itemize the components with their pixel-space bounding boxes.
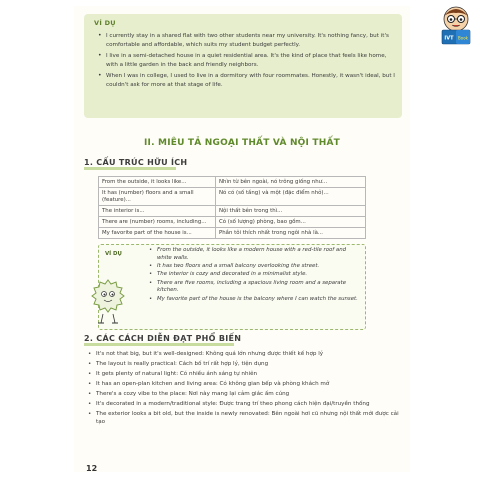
- heading-common-expressions: 2. CÁC CÁCH DIỄN ĐẠT PHỔ BIẾN: [84, 334, 241, 343]
- table-row: From the outside, it looks like... Nhìn từ bên ngoài, nó trông giống như...: [99, 177, 366, 188]
- example-box-structures: [98, 244, 366, 330]
- table-row: The interior is... Nội thất bên trong thì...: [99, 206, 366, 217]
- list-item: • From the outside, it looks like a modern house with a red-tile roof and white walls.: [149, 247, 347, 261]
- list-item: • It gets plenty of natural light: Có nhiều ánh sáng tự nhiên: [88, 371, 258, 377]
- example-list: [98, 32, 396, 93]
- expressions-list: [88, 350, 406, 428]
- example-tag: VÍ DỤ: [94, 19, 116, 27]
- page-number: 12: [86, 464, 98, 473]
- section-title: II. MIÊU TẢ NGOẠI THẤT VÀ NỘI THẤT: [143, 138, 340, 148]
- list-item: • It has an open-plan kitchen and living area: Có không gian bếp và phòng khách mở: [88, 381, 330, 387]
- structures-table: [98, 176, 366, 239]
- example-list: [149, 247, 361, 304]
- list-item: • I live in a semi-detached house in a quiet residential area. It's the kind of place that feels like home, with a little garden in the back and friendly neighbors.: [98, 52, 387, 68]
- list-item: • There's a cozy vibe to the place: Nơi này mang lại cảm giác ấm cúng: [88, 391, 290, 397]
- list-item: • It's decorated in a modern/traditional style: Được trang trí theo phong cách hiện đại/truyền thống: [88, 401, 370, 407]
- book-page: [74, 6, 410, 472]
- mascot-icon: [88, 276, 128, 326]
- example-tag: VÍ DỤ: [105, 251, 122, 257]
- list-item: • It's not that big, but it's well-designed: Không quá lớn nhưng được thiết kế hợp lý: [88, 351, 324, 357]
- list-item: • When I was in college, I used to live in a dormitory with four roommates. Honestly, it wasn't ideal, but I couldn't ask for more at that stage of life.: [98, 72, 395, 88]
- list-item: • The exterior looks a bit old, but the inside is newly renovated: Bên ngoài hơi cũ nhưng nội thất mới được cải tạo: [88, 411, 399, 426]
- list-item: • The interior is cozy and decorated in a minimalist style.: [149, 271, 308, 278]
- example-box-top: [84, 14, 402, 118]
- list-item: • My favorite part of the house is the balcony where I can watch the sunset.: [149, 295, 358, 302]
- list-item: • It has two floors and a small balcony overlooking the street.: [149, 262, 320, 269]
- list-item: • I currently stay in a shared flat with two other students near my university. It's nothing fancy, but it's comfortable and affordable, which suits my student budget perfectly.: [98, 32, 389, 48]
- table-row: It has (number) floors and a small (feature)... Nó có (số tầng) và một (đặc điểm nhỏ)...: [99, 188, 366, 206]
- svg-text:Book: Book: [458, 35, 468, 41]
- list-item: • The layout is really practical: Cách bố trí rất hợp lý, tiện dụng: [88, 361, 269, 367]
- svg-text:IVT: IVT: [444, 35, 454, 42]
- heading-useful-structures: 1. CẤU TRÚC HỮU ÍCH: [84, 158, 187, 167]
- list-item: • There are five rooms, including a spacious living room and a separate kitchen.: [149, 279, 347, 294]
- book-mascot-logo-icon: [436, 4, 476, 48]
- table-row: There are (number) rooms, including... Có (số lượng) phòng, bao gồm...: [99, 217, 366, 228]
- table-row: My favorite part of the house is... Phần tôi thích nhất trong ngôi nhà là...: [99, 228, 366, 239]
